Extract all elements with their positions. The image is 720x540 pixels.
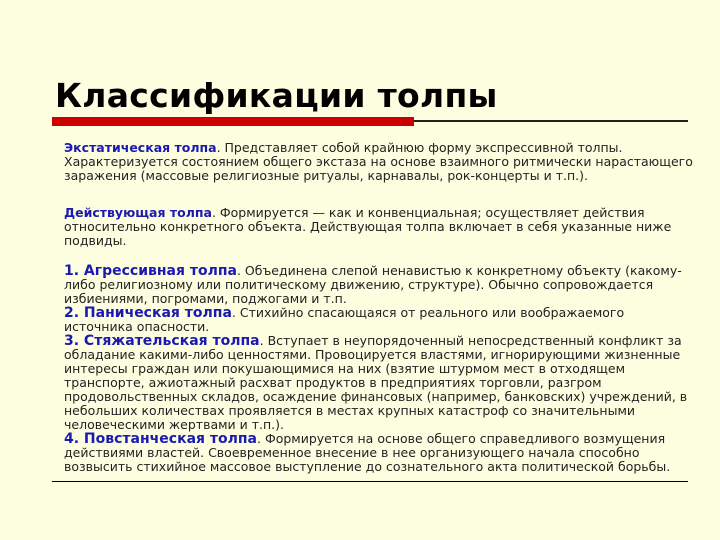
subtype-heading: 3. Стяжательская толпа [64, 333, 260, 349]
title-accent-bar [52, 117, 414, 126]
subtype-panic [64, 306, 694, 334]
subtypes-list [64, 264, 694, 474]
subtype-text: . Стихийно спасающаяся от реального или воображаемого источника опасности. [64, 305, 625, 334]
paragraph-acting-crowd [64, 206, 694, 248]
subtype-text: . Объединена слепой ненавистью к конкретному объекту (какому-либо религиозному или политическому движению, структуре). Обычно сопровождается избиениями, погромами, поджогами и т.п. [64, 263, 682, 306]
paragraph-ecstatic-crowd [64, 141, 694, 183]
paragraph-text: . Формируется — как и конвенциальная; осуществляет действия относительно конкретного объекта. Действующая толпа включает в себя указанные ниже подвиды. [64, 205, 672, 248]
subtype-heading: 4. Повстанческая толпа [64, 431, 257, 447]
subtype-text: . Вступает в неупорядоченный непосредственный конфликт за обладание какими-либо ценностями. Провоцируется властями, игнорирующими жизненные интересы граждан или покушающимися на них (взятие штурмом мест в отходящем транспорте, ажиотажный расхват продуктов в предприятиях торговли, разгром продовольственных складов, осаждение финансовых (например, банковских) учреждений, в небольших количествах проявляется в местах крупных катастроф со значительными человеческими жертвами и т.п.). [64, 333, 688, 432]
bottom-rule [52, 481, 688, 482]
paragraph-text: . Представляет собой крайнюю форму экспрессивной толпы. Характеризуется состоянием общего экстаза на основе взаимного ритмически нарастающего заражения (массовые религиозные ритуалы, карнавалы, рок-концерты и т.п.). [64, 140, 693, 183]
subtype-aggressive [64, 264, 694, 306]
subtype-text: . Формируется на основе общего справедливого возмущения действиями властей. Своевременное внесение в нее организующего начала способно возвысить стихийное массовое выступление до сознательного акта политической борьбы. [64, 431, 671, 474]
subtype-heading: 2. Паническая толпа [64, 305, 232, 321]
subtype-rebellious [64, 432, 694, 474]
subtype-acquisitive [64, 334, 694, 432]
slide-title: Классификации толпы [55, 76, 498, 115]
term-ecstatic-crowd: Экстатическая толпа [64, 140, 217, 155]
term-acting-crowd: Действующая толпа [64, 205, 212, 220]
subtype-heading: 1. Агрессивная толпа [64, 263, 237, 279]
